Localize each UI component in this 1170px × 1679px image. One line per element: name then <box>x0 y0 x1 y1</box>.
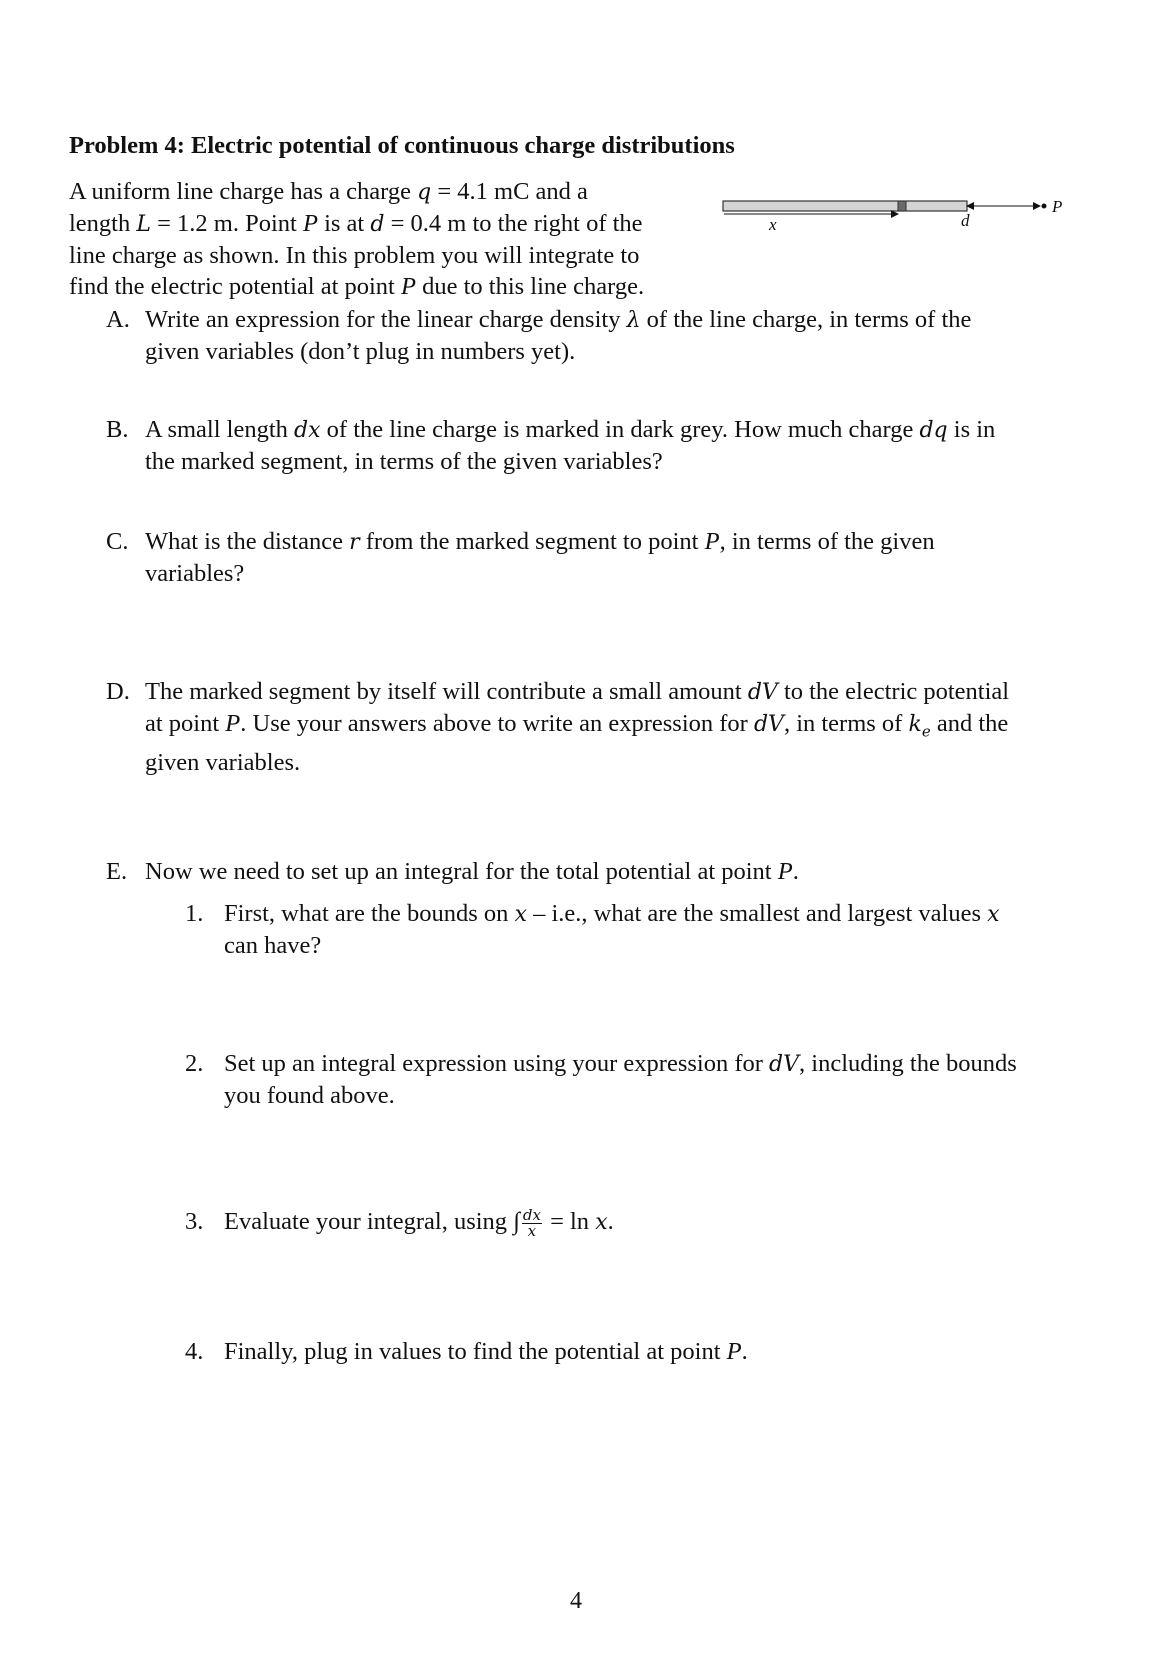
question-e4: 4. Finally, plug in values to find the potential at point P. <box>185 1338 748 1365</box>
integral-sign: ∫ <box>513 1208 520 1235</box>
var-r: r <box>349 530 360 555</box>
point-p-dot <box>1042 204 1047 209</box>
question-c: C. What is the distance r from the marked segment to point P, in terms of the given variables? <box>106 528 935 587</box>
question-a: A. Write an expression for the linear charge density λ of the line charge, in terms of the given variables (don’t plug in numbers yet). <box>106 306 972 365</box>
x-label: x <box>769 215 777 234</box>
var-dV: dV <box>747 680 778 705</box>
var-dq: dq <box>919 418 948 443</box>
question-e: E. Now we need to set up an integral for the total potential at point P. <box>106 858 799 885</box>
line-charge-diagram <box>722 200 1102 250</box>
marked-segment-dx <box>898 201 906 211</box>
problem-intro: A uniform line charge has a charge q = 4.1 mC and a length L = 1.2 m. Point P is at d = 0.4 m to the right of the line charge as shown. In this problem you will integrate to find the electric potential at point P due to this line charge. <box>69 178 645 300</box>
d-label: d <box>961 211 970 230</box>
var-lambda: λ <box>626 308 641 333</box>
dx-over-x-fraction: $\frac{dx}{x}$ <box>522 1205 541 1240</box>
question-d: D. The marked segment by itself will contribute a small amount dV to the electric potential at point P. Use your answers above to write an expression for dV, in terms of $k_e$ and the given variables. <box>106 678 1010 777</box>
var-q: q <box>417 180 432 205</box>
page-number: 4 <box>570 1588 582 1614</box>
var-d: d <box>370 212 385 237</box>
question-e1: 1. First, what are the bounds on x – i.e., what are the smallest and largest values x can have? <box>185 900 1000 959</box>
question-e3: 3. Evaluate your integral, using ∫ $\frac{dx}{x}$ = ln x. <box>185 1205 614 1240</box>
p-label: P <box>1052 200 1063 216</box>
question-e2: 2. Set up an integral expression using your expression for dV, including the bounds you found above. <box>185 1050 1017 1109</box>
var-P: P <box>302 210 318 237</box>
problem-title: Problem 4: Electric potential of continuous charge distributions <box>69 132 735 159</box>
line-charge-rod <box>723 201 967 211</box>
var-L: L <box>136 212 151 237</box>
var-dx: dx <box>294 418 321 443</box>
var-ke: $k_e$ <box>908 712 931 741</box>
question-b: B. A small length dx of the line charge is marked in dark grey. How much charge dq is in the marked segment, in terms of the given variables? <box>106 416 996 475</box>
